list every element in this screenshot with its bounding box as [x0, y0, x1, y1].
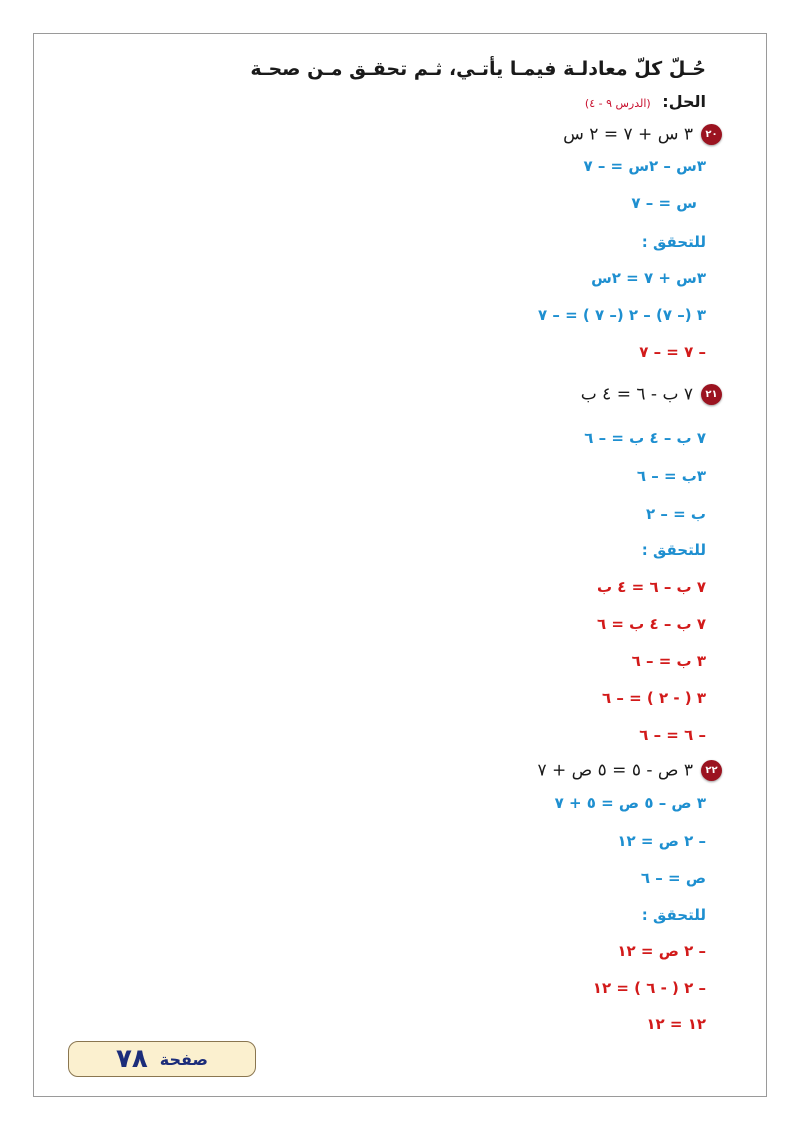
problem-20-step-2: س = – ٧: [631, 194, 697, 212]
problem-22-check-2: – ٢ ( - ٦ ) = ١٢: [592, 979, 706, 997]
problem-20-check-2: ٣ (– ٧) – ٢ (– ٧ ) = – ٧: [537, 306, 706, 324]
solution-heading: [585, 92, 706, 111]
problem-21-step-1: ٧ ب – ٤ ب = – ٦: [584, 429, 706, 447]
problem-20-check-1: ٣س + ٧ = ٢س: [591, 269, 706, 287]
problem-22-step-1: ٣ ص – ٥ ص = ٥ + ٧: [554, 794, 706, 812]
problem-22-check-3: ١٢ = ١٢: [646, 1015, 706, 1033]
problem-21-check-4: ٣ ( - ٢ ) = – ٦: [601, 689, 706, 707]
equation-text: ٣ ص - ٥ = ٥ ص + ٧: [537, 760, 693, 781]
problem-22-check-1: – ٢ ص = ١٢: [617, 942, 706, 960]
problem-21-check-2: ٧ ب – ٤ ب = ٦: [596, 615, 706, 633]
problem-21-check-1: ٧ ب – ٦ = ٤ ب: [596, 578, 706, 596]
page-label: صفحة: [159, 1049, 208, 1069]
problem-22-equation: [537, 760, 722, 781]
problem-21-check-3: ٣ ب = – ٦: [631, 652, 706, 670]
problem-21-equation: [581, 384, 722, 405]
problem-21-step-3: ب = – ٢: [646, 505, 706, 523]
page-frame: [33, 33, 767, 1097]
page-number: ٧٨: [116, 1044, 148, 1074]
problem-number-badge: ٢٢: [701, 760, 722, 781]
problem-20-check-label: للتحقق :: [641, 233, 706, 251]
lesson-reference: (الدرس ٩ - ٤): [584, 97, 651, 110]
instruction-text: حُـلّ كلّ معادلـة فيمـا يأتـي، ثـم تحقـق مـن صحـة: [250, 58, 706, 80]
problem-20-check-3: – ٧ = – ٧: [639, 343, 706, 361]
problem-21-check-5: – ٦ = – ٦: [639, 726, 706, 744]
problem-21-step-2: ٣ب = – ٦: [636, 467, 706, 485]
problem-22-step-3: ص = – ٦: [640, 869, 706, 887]
problem-22-check-label: للتحقق :: [641, 906, 706, 924]
page-number-box: [68, 1041, 256, 1077]
problem-number-badge: ٢١: [701, 384, 722, 405]
problem-20-step-1: ٣س – ٢س = – ٧: [583, 157, 706, 175]
solution-label: الحل:: [662, 92, 706, 111]
problem-22-step-2: – ٢ ص = ١٢: [617, 832, 706, 850]
equation-text: ٧ ب - ٦ = ٤ ب: [580, 384, 693, 405]
problem-20-equation: [563, 124, 722, 145]
problem-number-badge: ٢٠: [701, 124, 722, 145]
problem-21-check-label: للتحقق :: [641, 541, 706, 559]
equation-text: ٣ س + ٧ = ٢ س: [563, 124, 693, 145]
